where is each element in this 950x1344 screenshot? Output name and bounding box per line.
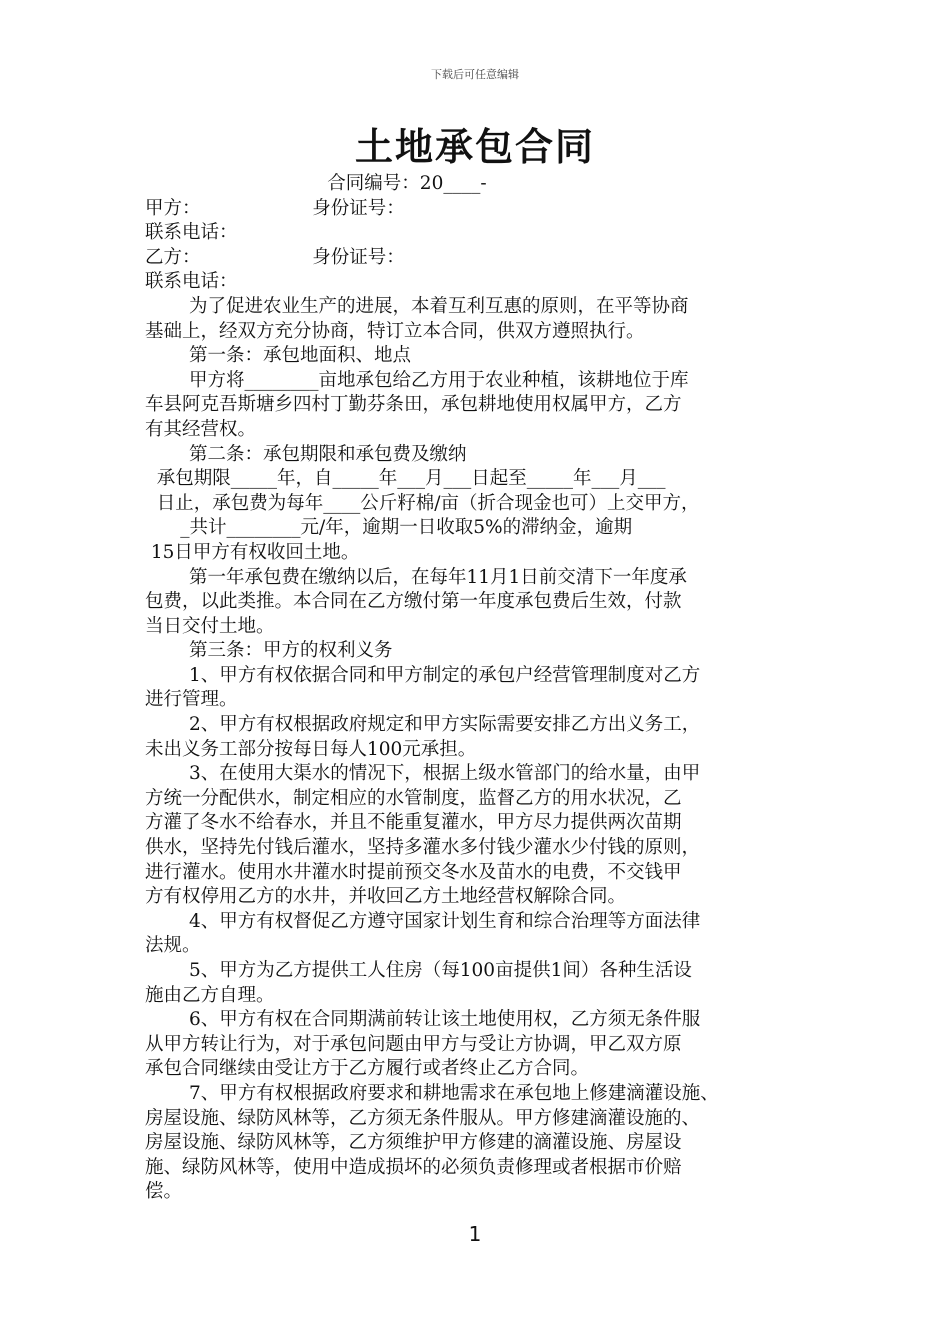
text-line: 为了促进农业生产的进展，本着互利互惠的原则，在平等协商 (189, 295, 689, 317)
text-line: 4、甲方有权督促乙方遵守国家计划生育和综合治理等方面法律 (189, 910, 701, 932)
text-line: 从甲方转让行为，对于承包问题由甲方与受让方协调，甲乙双方原 (145, 1033, 682, 1055)
text-line: 方有权停用乙方的水井，并收回乙方土地经营权解除合同。 (145, 886, 627, 908)
text-line: 日止，承包费为每年____公斤籽棉/亩（折合现金也可）上交甲方， (145, 492, 700, 514)
page-number: 1 (468, 1222, 482, 1246)
text-line: 房屋设施、绿防风林等，乙方须维护甲方修建的滴灌设施、房屋设 (145, 1132, 682, 1154)
text-line: 3、在使用大渠水的情况下，根据上级水管部门的给水量，由甲 (189, 763, 701, 785)
text-line: 车县阿克吾斯塘乡四村丁勤芬条田，承包耕地使用权属甲方，乙方 (145, 394, 682, 416)
text-line: 进行灌水。使用水井灌水时提前预交冬水及苗水的电费，不交钱甲 (145, 861, 682, 883)
text-line: 方统一分配供水，制定相应的水管制度，监督乙方的用水状况，乙 (145, 787, 682, 809)
text-line: 联系电话： (145, 222, 238, 244)
text-line: 当日交付土地。 (145, 615, 275, 637)
text-line: 方灌了冬水不给春水，并且不能重复灌水，甲方尽力提供两次苗期 (145, 812, 682, 834)
text-line: 7、甲方有权根据政府要求和耕地需求在承包地上修建滴灌设施、 (189, 1082, 719, 1104)
text-line: 施、绿防风林等，使用中造成损坏的必须负责修理或者根据市价赔 (145, 1156, 682, 1178)
text-line: 甲方将________亩地承包给乙方用于农业种植，该耕地位于库 (189, 369, 689, 391)
text-line: 房屋设施、绿防风林等，乙方须无条件服从。甲方修建滴灌设施的、 (145, 1107, 701, 1129)
text-line: 包费，以此类推。本合同在乙方缴付第一年度承包费后生效，付款 (145, 591, 682, 613)
text-line: 15日甲方有权收回土地。 (145, 541, 360, 563)
text-line: 乙方： 身份证号： (145, 246, 405, 268)
text-line: 联系电话： (145, 271, 238, 293)
text-line: 基础上，经双方充分协商，特订立本合同，供双方遵照执行。 (145, 320, 645, 342)
text-line: 5、甲方为乙方提供工人住房（每100亩提供1间）各种生活设 (189, 960, 692, 981)
text-line: 承包期限_____年，自_____年___月___日起至_____年___月___ (145, 468, 666, 490)
text-line: 第二条：承包期限和承包费及缴纳 (189, 443, 467, 465)
text-line: 合同编号：20____- (145, 173, 487, 194)
text-line: 第一条：承包地面积、地点 (189, 345, 412, 367)
text-line: 有其经营权。 (145, 418, 257, 440)
header-note: 下载后可任意编辑 (431, 68, 519, 81)
text-line: 未出义务工部分按每日每人100元承担。 (145, 738, 477, 760)
text-line: 第一年承包费在缴纳以后，在每年11月1日前交清下一年度承 (189, 566, 687, 588)
text-line: _共计________元/年，逾期一日收取5%的滞纳金，逾期 (145, 517, 633, 539)
text-line: 承包合同继续由受让方于乙方履行或者终止乙方合同。 (145, 1058, 590, 1080)
text-line: 第三条：甲方的权利义务 (189, 640, 393, 662)
text-line: 甲方： 身份证号： (145, 197, 405, 219)
contract-body (145, 172, 815, 1205)
text-line: 偿。 (145, 1181, 183, 1203)
text-line: 1、甲方有权依据合同和甲方制定的承包户经营管理制度对乙方 (189, 664, 701, 686)
text-line: 供水，坚持先付钱后灌水，坚持多灌水多付钱少灌水少付钱的原则， (145, 837, 701, 859)
document-title: 土地承包合同 (354, 125, 595, 169)
text-line: 2、甲方有权根据政府规定和甲方实际需要安排乙方出义务工， (189, 714, 701, 736)
text-line: 施由乙方自理。 (145, 984, 275, 1006)
text-line: 进行管理。 (145, 689, 238, 711)
text-line: 法规。 (145, 935, 201, 957)
text-line: 6、甲方有权在合同期满前转让该土地使用权，乙方须无条件服 (189, 1009, 701, 1031)
